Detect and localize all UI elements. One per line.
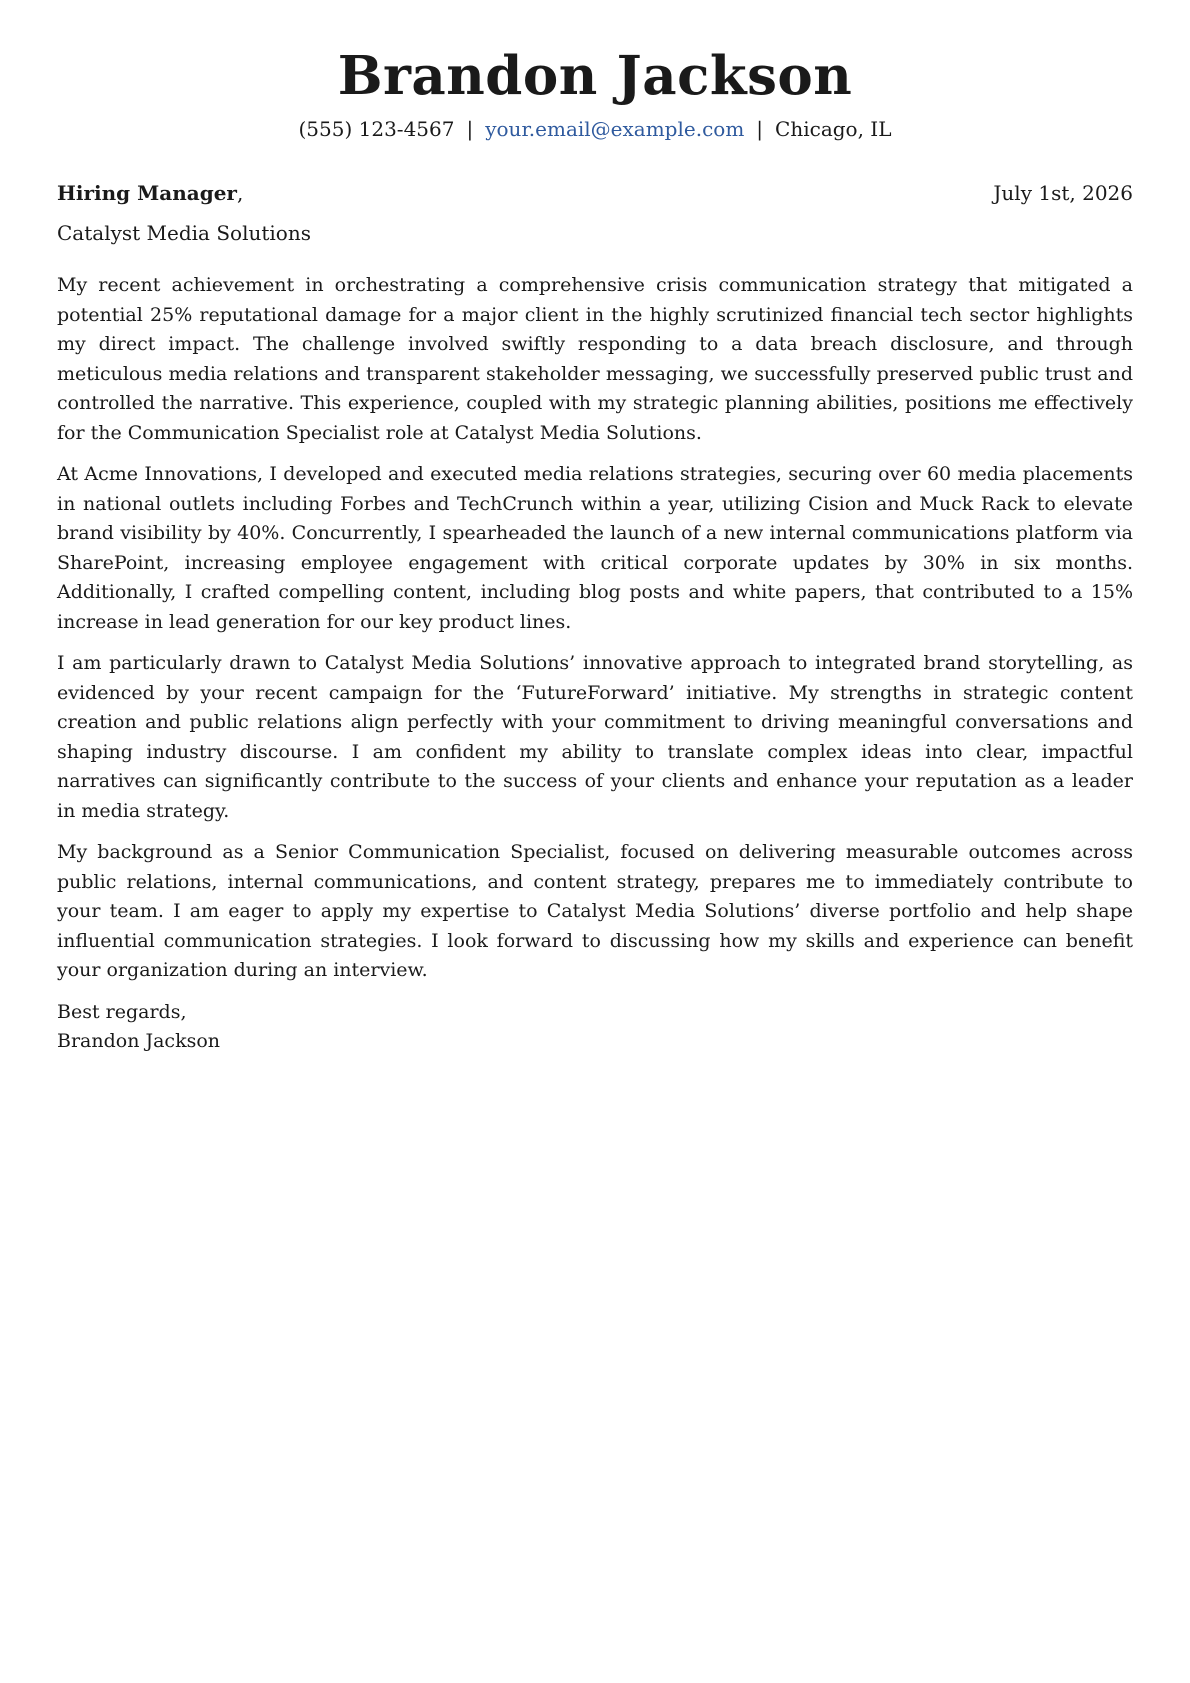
- body-paragraph: At Acme Innovations, I developed and executed media relations strategies, securing over 60 media placements in national outlets including Forbes and TechCrunch within a year, utilizing Cision and Muck Rack to elevate brand visibility by 40%. Concurrently, I spearheaded the launch of a new internal communications platform via SharePoint, increasing employee engagement with critical corporate updates by 30% in six months. Additionally, I crafted compelling content, including blog posts and white papers, that contributed to a 15% increase in lead generation for our key product lines.: [57, 463, 1133, 633]
- recipient-date-row: [57, 181, 1133, 205]
- closing-salutation: Best regards,: [57, 1000, 187, 1023]
- email-link[interactable]: your.email@example.com: [485, 117, 745, 141]
- recipient-company: Catalyst Media Solutions: [57, 221, 311, 245]
- contact-line: [57, 117, 1133, 141]
- body-paragraph: I am particularly drawn to Catalyst Media Solutions’ innovative approach to integrated brand storytelling, as evidenced by your recent campaign for the ‘FutureForward’ initiative. My strengths in strategic content creation and public relations align perfectly with your commitment to driving meaningful conversations and shaping industry discourse. I am confident my ability to translate complex ideas into clear, impactful narratives can significantly contribute to the success of your clients and enhance your reputation as a leader in media strategy.: [57, 652, 1133, 822]
- contact-separator: |: [466, 117, 474, 141]
- applicant-name: Brandon Jackson: [337, 45, 853, 107]
- recipient-line: [57, 181, 243, 205]
- contact-separator: |: [756, 117, 764, 141]
- letter-closing: [57, 998, 1133, 1057]
- signature-name: Brandon Jackson: [57, 1030, 221, 1052]
- recipient-title-suffix: ,: [236, 181, 244, 205]
- location: Chicago, IL: [775, 117, 892, 141]
- recipient-title: Hiring Manager: [57, 181, 237, 205]
- letter-date: July 1st, 2026: [993, 181, 1133, 205]
- phone-number: (555) 123-4567: [298, 117, 455, 141]
- letter-body: [57, 271, 1133, 986]
- body-paragraph: My background as a Senior Communication Specialist, focused on delivering measurable outcomes across public relations, internal communications, and content strategy, prepares me to immediately contribute to your team. I am eager to apply my expertise to Catalyst Media Solutions’ diverse portfolio and help shape influential communication strategies. I look forward to discussing how my skills and experience can benefit your organization during an interview.: [57, 841, 1133, 981]
- body-paragraph: My recent achievement in orchestrating a comprehensive crisis communication strategy that mitigated a potential 25% reputational damage for a major client in the highly scrutinized financial tech sector highlights my direct impact. The challenge involved swiftly responding to a data breach disclosure, and through meticulous media relations and transparent stakeholder messaging, we successfully preserved public trust and controlled the narrative. This experience, coupled with my strategic planning abilities, positions me effectively for the Communication Specialist role at Catalyst Media Solutions.: [57, 274, 1133, 444]
